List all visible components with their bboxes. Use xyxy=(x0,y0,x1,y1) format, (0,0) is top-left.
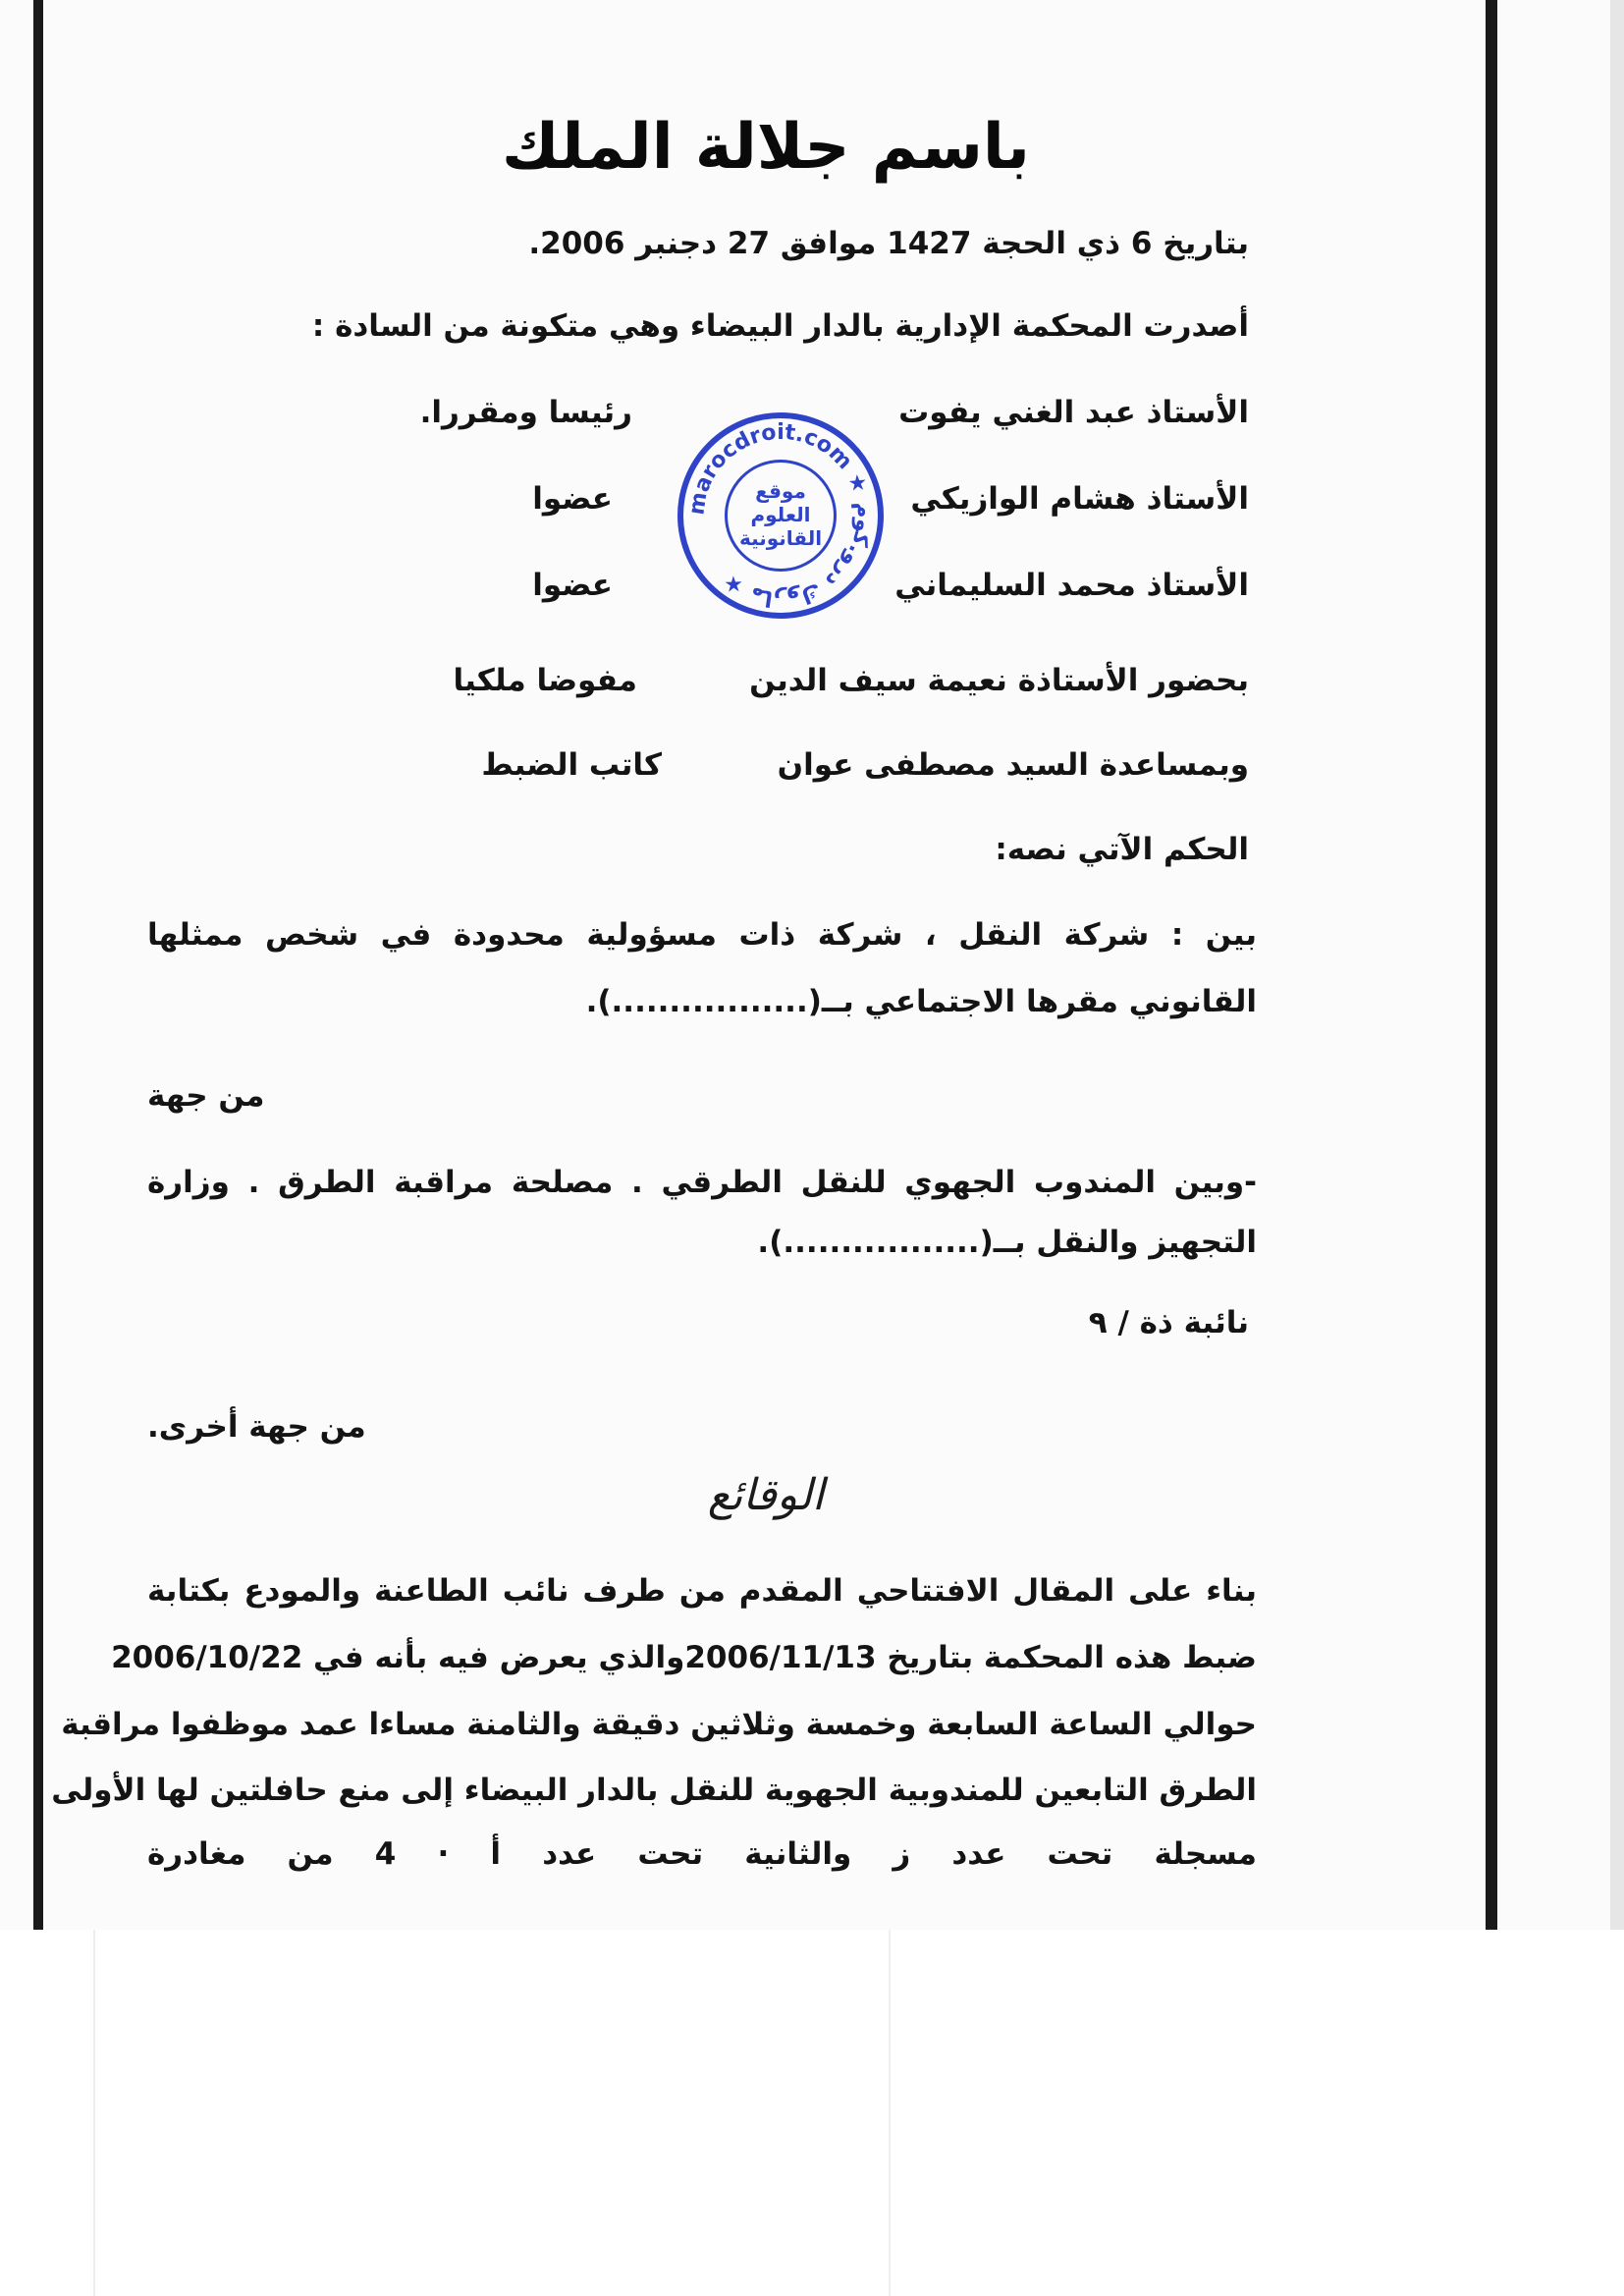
party2-line1: -وبين المندوب الجهوي للنقل الطرقي . مصلحة مراقبة الطرق . وزارة xyxy=(147,1165,1257,1200)
party1-line1: بين : شركة النقل ، شركة ذات مسؤولية محدودة في شخص ممثلها xyxy=(147,917,1257,953)
scan-edge-right xyxy=(1610,0,1624,1930)
clerk-name: وبمساعدة السيد مصطفى عوان xyxy=(777,747,1249,783)
stamp-center-line: موقع xyxy=(755,479,806,503)
party1-line2: القانوني مقرها الاجتماعي بــ(.................). xyxy=(585,984,1257,1019)
facts-line: بناء على المقال الافتتاحي المقدم من طرف نائب الطاعنة والمودع بكتابة xyxy=(147,1573,1257,1609)
facts-line: الطرق التابعين للمندوبية الجهوية للنقل بالدار البيضاء إلى منع حافلتين لها الأولى xyxy=(51,1773,1257,1808)
commissioner-name: بحضور الأستاذة نعيمة سيف الدين xyxy=(749,663,1249,698)
facts-line: ضبط هذه المحكمة بتاريخ 2006/11/13والذي يعرض فيه بأنه في 2006/10/22 xyxy=(111,1640,1257,1675)
court-line: أصدرت المحكمة الإدارية بالدار البيضاء وهي متكونة من السادة : xyxy=(311,308,1249,344)
facts-line: حوالي الساعة السابعة وخمسة وثلاثين دقيقة والثامنة مساءا عمد موظفوا مراقبة xyxy=(61,1707,1257,1742)
panel-member-role: رئيسا ومقررا. xyxy=(419,395,632,430)
panel-member-name: الأستاذ هشام الوازيكي xyxy=(910,481,1249,517)
stamp-ring-text: marocdroit.com ★ ماروك درو.كوم ★ xyxy=(684,419,877,612)
document-title: باسم جلالة الملك xyxy=(502,111,1030,184)
party2-line2: التجهيز والنقل بــ(.................). xyxy=(757,1225,1257,1260)
commissioner-role: مفوضا ملكيا xyxy=(453,663,637,698)
party2-side: من جهة أخرى. xyxy=(147,1409,366,1445)
faint-fold-line-center xyxy=(889,1930,891,2296)
facts-line: مسجلة تحت عدد ز والثانية تحت عدد أ · 4 من مغادرة xyxy=(147,1836,1257,1872)
panel-member-name: الأستاذ عبد الغني يفوت xyxy=(898,395,1249,430)
site-stamp xyxy=(677,412,884,619)
scan-border-right xyxy=(1486,0,1497,1930)
facts-title: الوقائع xyxy=(707,1470,825,1520)
deputy-line: نائبة ذة / ٩ xyxy=(1088,1305,1249,1340)
faint-fold-line-left xyxy=(93,1930,95,2296)
stamp-center xyxy=(723,479,839,550)
panel-member-role: عضوا xyxy=(532,481,613,517)
judgment-intro: الحكم الآتي نصه: xyxy=(995,832,1249,867)
panel-member-name: الأستاذ محمد السليماني xyxy=(894,568,1249,603)
clerk-role: كاتب الضبط xyxy=(481,747,662,783)
panel-member-role: عضوا xyxy=(532,568,613,603)
date-line: بتاريخ 6 ذي الحجة 1427 موافق 27 دجنبر 2006. xyxy=(528,226,1249,261)
scan-border-left xyxy=(33,0,43,1930)
party1-side: من جهة xyxy=(147,1078,265,1114)
stamp-center-line: العلوم xyxy=(750,503,811,526)
stamp-center-line: القانونية xyxy=(738,526,823,550)
